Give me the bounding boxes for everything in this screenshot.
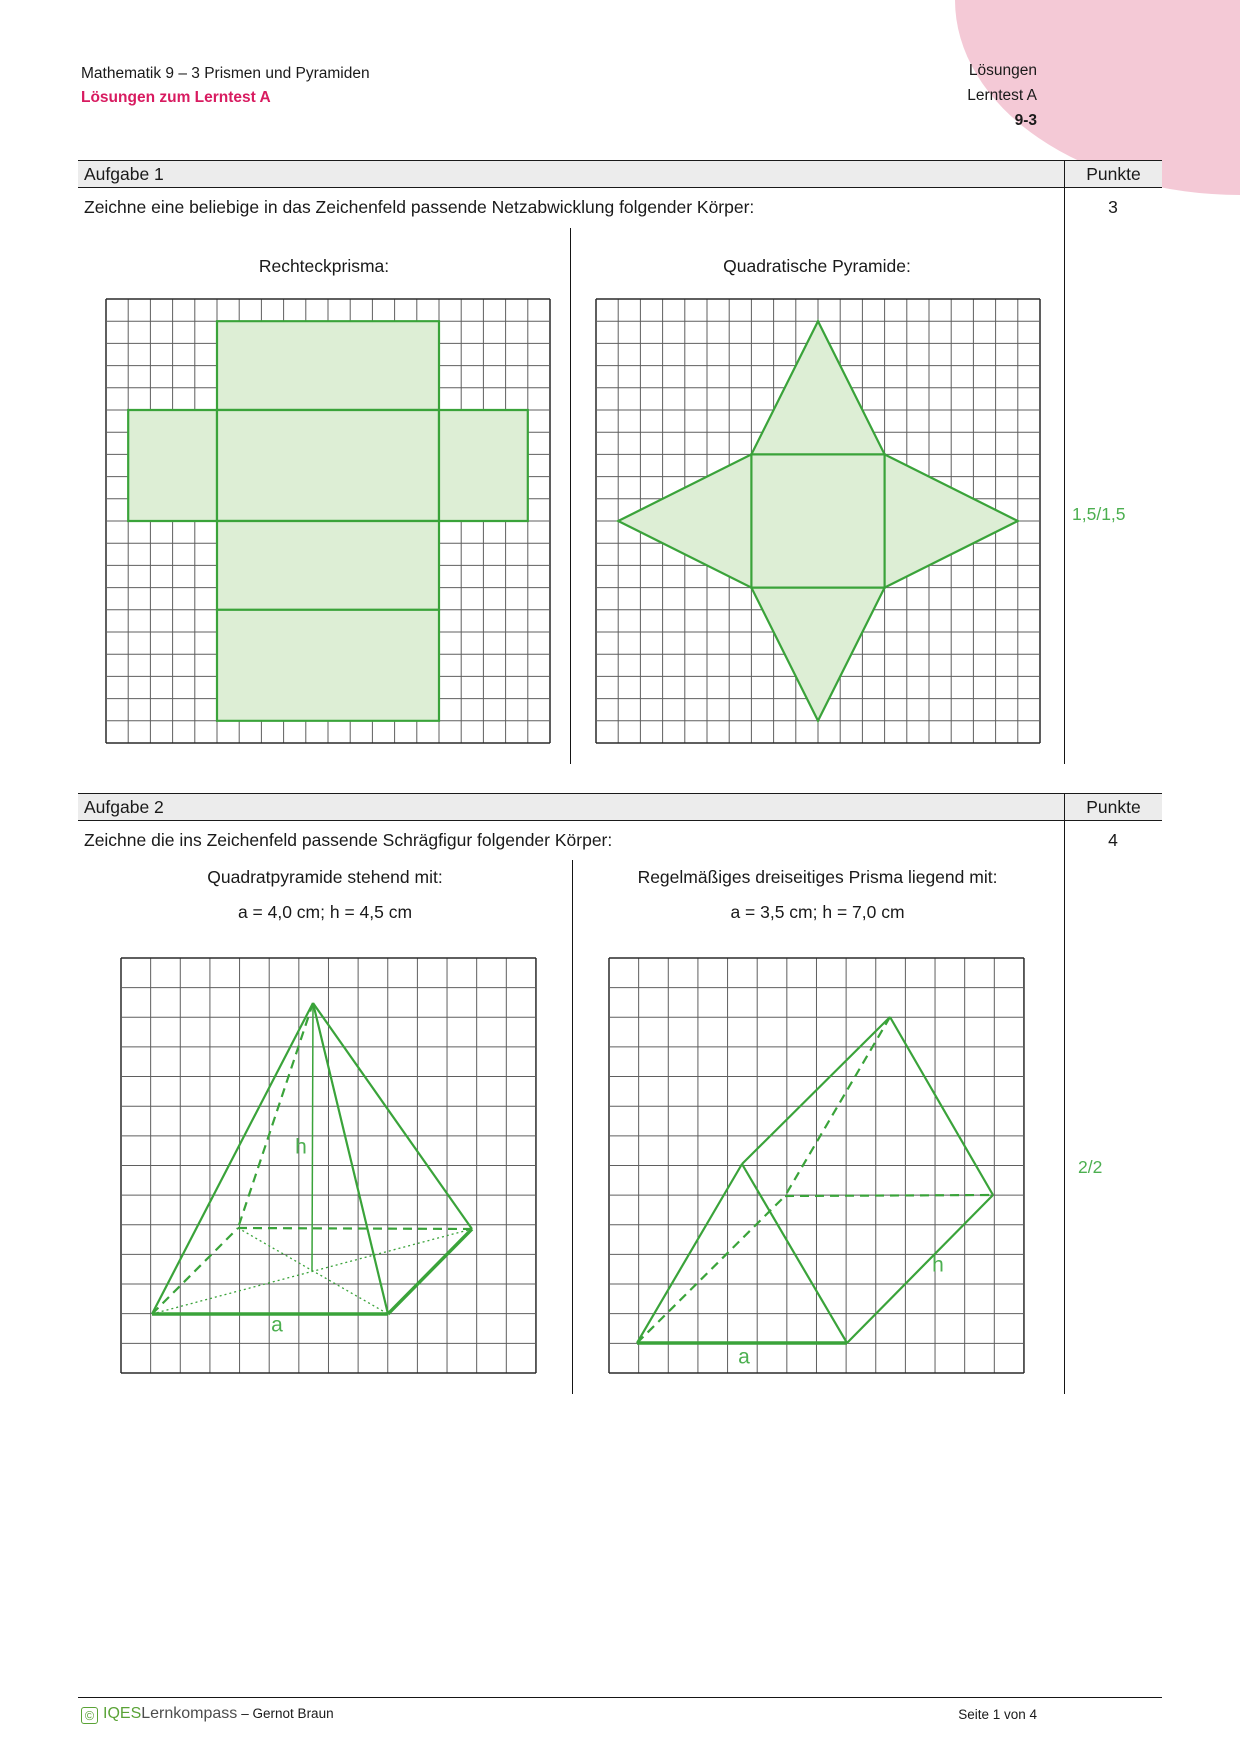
task2-instruction: Zeichne die ins Zeichenfeld passende Schrägfigur folgender Körper: <box>84 830 613 850</box>
task1-column-divider <box>570 228 571 764</box>
footer-divider <box>78 1697 1162 1698</box>
task1-score: 1,5/1,5 <box>1072 504 1126 524</box>
task2-left-dimensions: a = 4,0 cm; h = 4,5 cm <box>237 902 413 922</box>
task2-points-divider <box>1064 821 1065 1394</box>
svg-text:h: h <box>932 1253 944 1277</box>
task1-points-value: 3 <box>1108 197 1118 217</box>
corner-line-2: Lerntest A <box>967 87 1037 104</box>
footer-credits <box>81 1705 334 1724</box>
task2-right-label: Regelmäßiges dreiseitiges Prisma liegend mit: <box>637 867 998 887</box>
figure-oblique-prism-svg <box>609 958 1024 1373</box>
svg-text:a: a <box>271 1313 283 1337</box>
task1-points-header: Punkte <box>1064 161 1162 187</box>
task2-header <box>78 793 1162 821</box>
svg-text:a: a <box>738 1345 750 1369</box>
task2-score: 2/2 <box>1078 1157 1103 1177</box>
document-header <box>81 62 370 110</box>
figure-net-prism-svg <box>106 299 550 743</box>
task1-right-label: Quadratische Pyramide: <box>723 256 911 276</box>
task2-points-value: 4 <box>1108 830 1118 850</box>
svg-text:h: h <box>295 1135 307 1159</box>
figure-oblique-pyramid <box>121 958 536 1378</box>
figure-net-pyramid-svg <box>596 299 1040 743</box>
corner-label <box>967 58 1037 133</box>
task2-right-dimensions: a = 3,5 cm; h = 7,0 cm <box>730 902 905 922</box>
footer-author: – Gernot Braun <box>241 1706 334 1721</box>
corner-line-1: Lösungen <box>968 62 1037 79</box>
task1-points-divider <box>1064 188 1065 764</box>
task2-points-header: Punkte <box>1064 794 1162 820</box>
task1-header <box>78 160 1162 188</box>
task1-instruction: Zeichne eine beliebige in das Zeichenfeld passende Netzabwicklung folgender Körper: <box>84 197 755 217</box>
figure-oblique-prism <box>609 958 1024 1378</box>
figure-net-pyramid <box>596 299 1040 748</box>
document-subtitle: Lösungen zum Lerntest A <box>81 89 271 106</box>
document-title: Mathematik 9 – 3 Prismen und Pyramiden <box>81 65 370 82</box>
copyright-icon: © <box>81 1707 98 1724</box>
figure-oblique-pyramid-svg <box>121 958 536 1373</box>
corner-line-3: 9-3 <box>1014 112 1037 129</box>
footer-page-number: Seite 1 von 4 <box>958 1707 1037 1722</box>
footer-brand-iqes: IQES <box>103 1705 142 1722</box>
task1-left-label: Rechteckprisma: <box>258 256 390 276</box>
task2-title: Aufgabe 2 <box>84 796 164 817</box>
task2-left-label: Quadratpyramide stehend mit: <box>207 867 443 887</box>
task1-title: Aufgabe 1 <box>84 163 164 184</box>
task2-column-divider <box>572 860 573 1394</box>
figure-net-prism <box>106 299 550 748</box>
footer-brand-lernkompass: Lernkompass <box>141 1705 238 1722</box>
